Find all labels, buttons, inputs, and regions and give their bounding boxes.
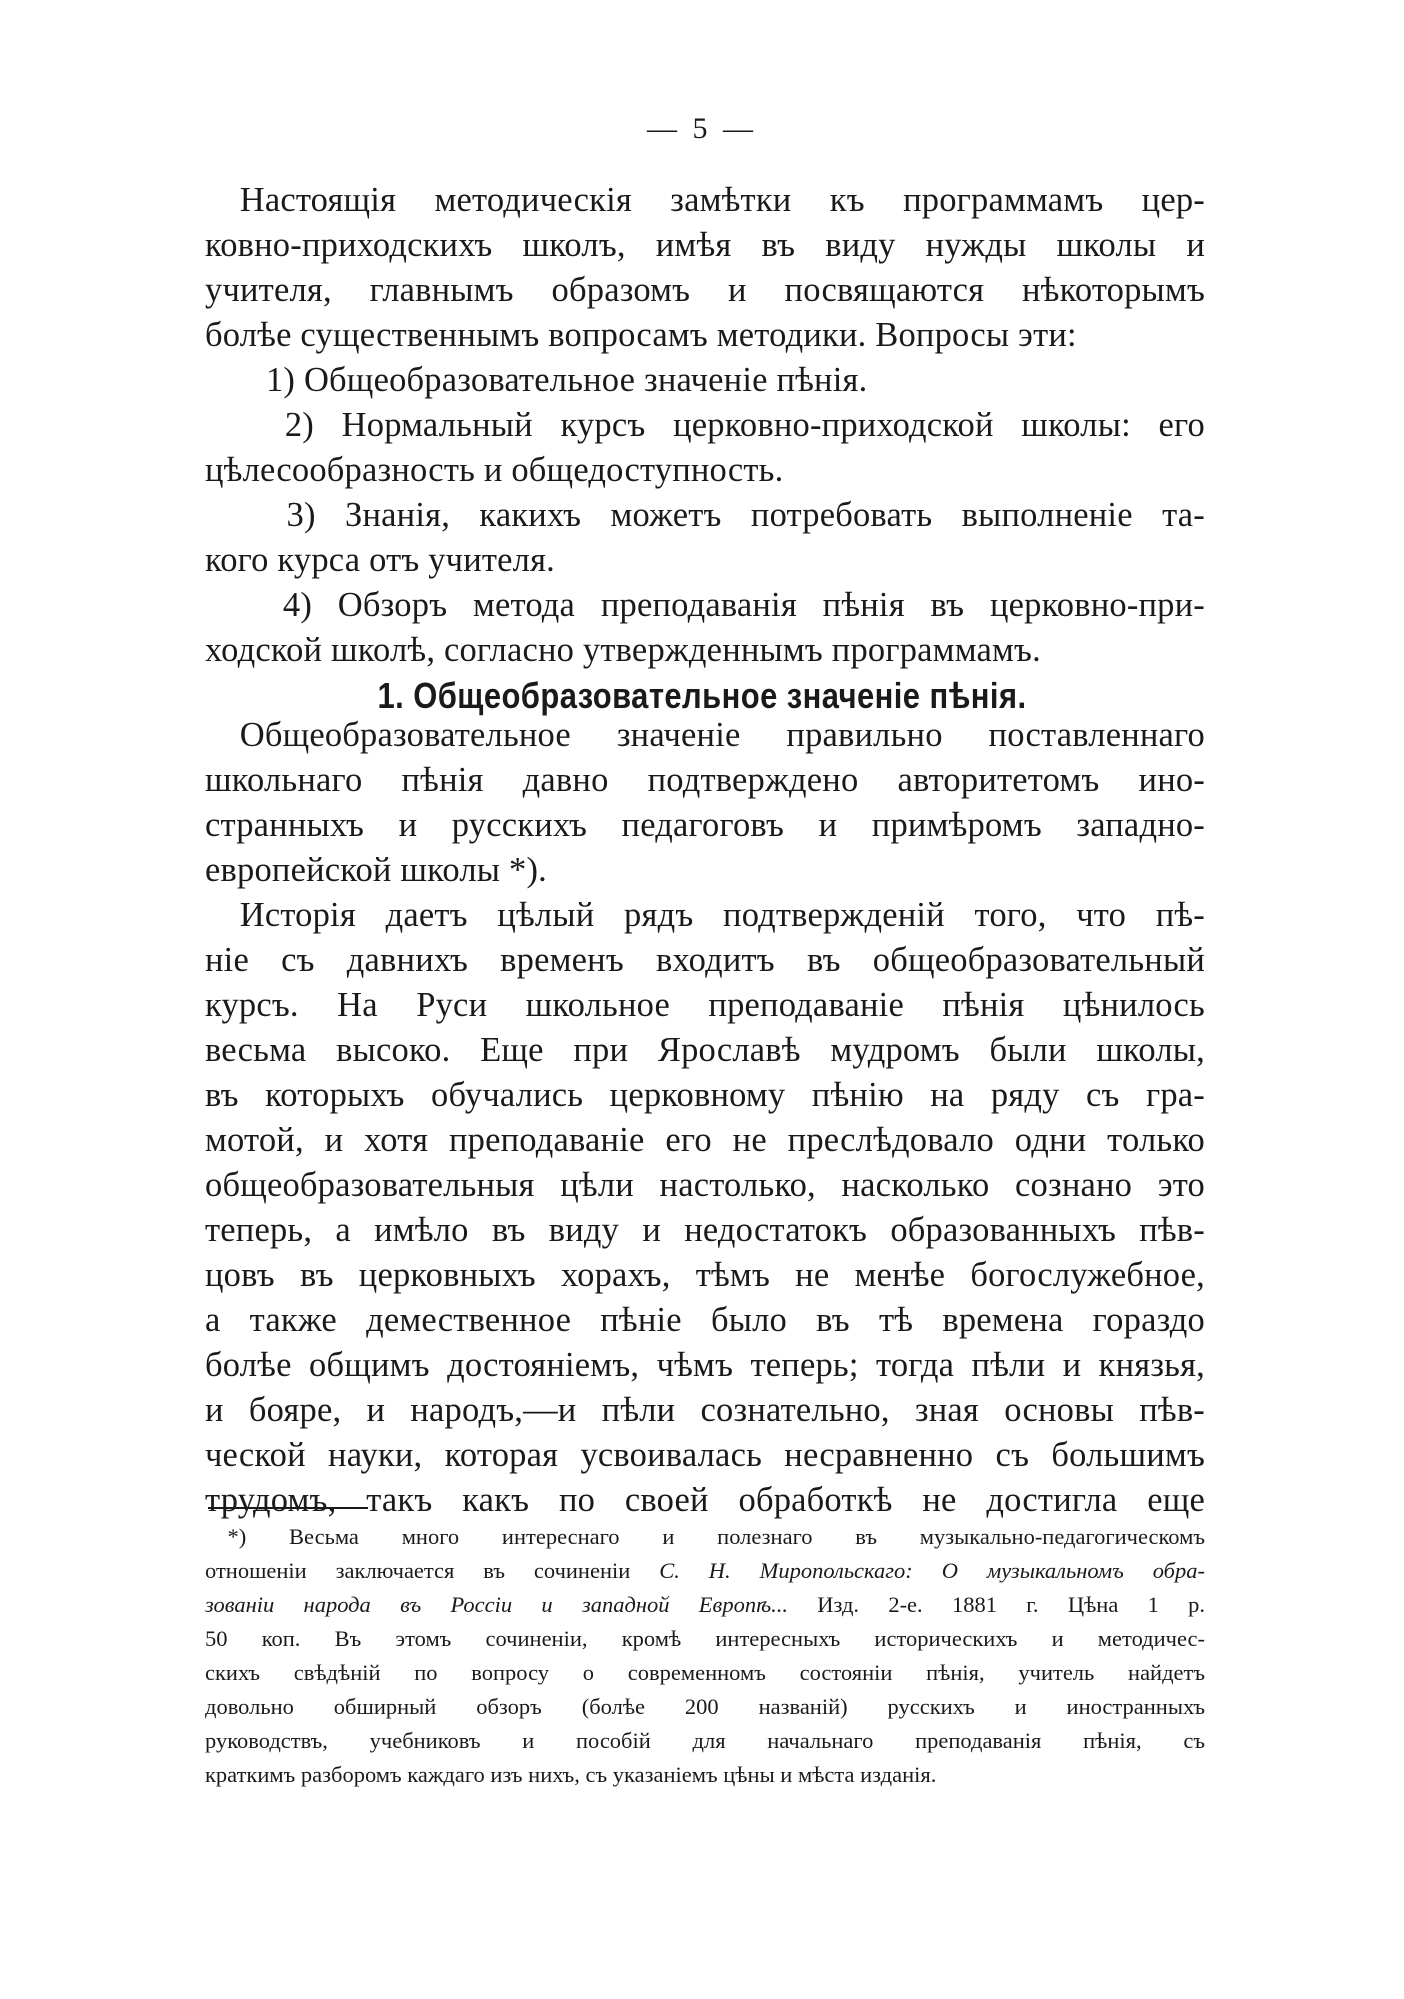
text-line: болѣе существеннымъ вопросамъ методики. Вопросы эти: (205, 316, 1077, 354)
text-line: цовъ въ церковныхъ хорахъ, тѣмъ не менѣе богослужебное, (205, 1256, 1205, 1294)
text-line: ковно-приходскихъ школъ, имѣя въ виду нужды школы и (205, 226, 1205, 264)
footnote-line: краткимъ разборомъ каждаго изъ нихъ, съ указаніемъ цѣны и мѣста изданія. (205, 1762, 937, 1787)
text-line: Настоящія методическія замѣтки къ программамъ цер- (205, 181, 1205, 219)
footnote-text: Изд. 2-е. 1881 г. Цѣна 1 р. (787, 1592, 1205, 1617)
text-line: ческой науки, которая усвоивалась несравненно съ большимъ (205, 1436, 1205, 1474)
footnote-line: руководствъ, учебниковъ и пособій для начальнаго преподаванія пѣнія, съ (205, 1728, 1205, 1753)
text-line: теперь, а имѣло въ виду и недостатокъ образованныхъ пѣв- (205, 1211, 1205, 1249)
footnote-line: 50 коп. Въ этомъ сочиненіи, кромѣ интересныхъ историческихъ и методичес- (205, 1626, 1205, 1651)
text-line: кого курса отъ учителя. (205, 541, 555, 579)
text-line: 3) Знанія, какихъ можетъ потребовать выполненіе та- (205, 496, 1205, 534)
text-line: и бояре, и народъ,—и пѣли сознательно, зная основы пѣв- (205, 1391, 1205, 1429)
footnote-line: довольно обширный обзоръ (болѣе 200 названій) русскихъ и иностранныхъ (205, 1694, 1205, 1719)
footnote-text: отношеніи заключается въ сочиненіи (205, 1558, 660, 1583)
text-line: мотой, и хотя преподаваніе его не преслѣдовало одни только (205, 1121, 1205, 1159)
footnote (205, 1520, 1205, 1792)
text-line: 4) Обзоръ метода преподаванія пѣнія въ церковно-при- (205, 586, 1205, 624)
text-line: учителя, главнымъ образомъ и посвящаются нѣкоторымъ (205, 271, 1205, 309)
page-number: — 5 — (647, 112, 757, 145)
section-heading: 1. Общеобразовательное значеніе пѣнія. (377, 675, 1027, 716)
text-line: школьнаго пѣнія давно подтверждено авторитетомъ ино- (205, 761, 1205, 799)
text-line: общеобразовательныя цѣли настолько, насколько сознано это (205, 1166, 1205, 1204)
footnote-line (205, 1554, 1205, 1588)
footnote-citation: зованіи народа въ Россіи и западной Европѣ... (205, 1592, 788, 1617)
intro-paragraphs (205, 178, 1205, 673)
section-body (205, 713, 1205, 1523)
text-line: 1) Общеобразовательное значеніе пѣнія. (205, 361, 868, 399)
text-line: въ которыхъ обучались церковному пѣнію на ряду съ гра- (205, 1076, 1205, 1114)
text-line: трудомъ, такъ какъ по своей обработкѣ не достигла еще (205, 1481, 1205, 1519)
footnote-line: *) Весьма много интереснаго и полезнаго въ музыкально-педагогическомъ (205, 1524, 1205, 1549)
text-line: цѣлесообразность и общедоступность. (205, 451, 784, 489)
text-line: европейской школы *). (205, 851, 547, 889)
text-line: а также демественное пѣніе было въ тѣ времена гораздо (205, 1301, 1205, 1339)
text-line: ходской школѣ, согласно утвержденнымъ программамъ. (205, 631, 1041, 669)
text-line: странныхъ и русскихъ педагоговъ и примѣромъ западно- (205, 806, 1205, 844)
footnote-line (205, 1588, 1205, 1622)
text-line: 2) Нормальный курсъ церковно-приходской школы: его (205, 406, 1205, 444)
footnote-citation: С. Н. Миропольскаго: О музыкальномъ обра- (659, 1558, 1205, 1583)
text-line: ніе съ давнихъ временъ входитъ въ общеобразовательный (205, 941, 1205, 979)
text-line: курсъ. На Руси школьное преподаваніе пѣнія цѣнилось (205, 986, 1205, 1024)
footnote-line: скихъ свѣдѣній по вопросу о современномъ состояніи пѣнія, учитель найдетъ (205, 1660, 1205, 1685)
text-line: Исторія даетъ цѣлый рядъ подтвержденій того, что пѣ- (205, 896, 1205, 934)
text-line: весьма высоко. Еще при Ярославѣ мудромъ были школы, (205, 1031, 1205, 1069)
text-line: болѣе общимъ достояніемъ, чѣмъ теперь; тогда пѣли и князья, (205, 1346, 1205, 1384)
footnote-divider (208, 1507, 368, 1509)
text-line: Общеобразовательное значеніе правильно поставленнаго (205, 716, 1205, 754)
